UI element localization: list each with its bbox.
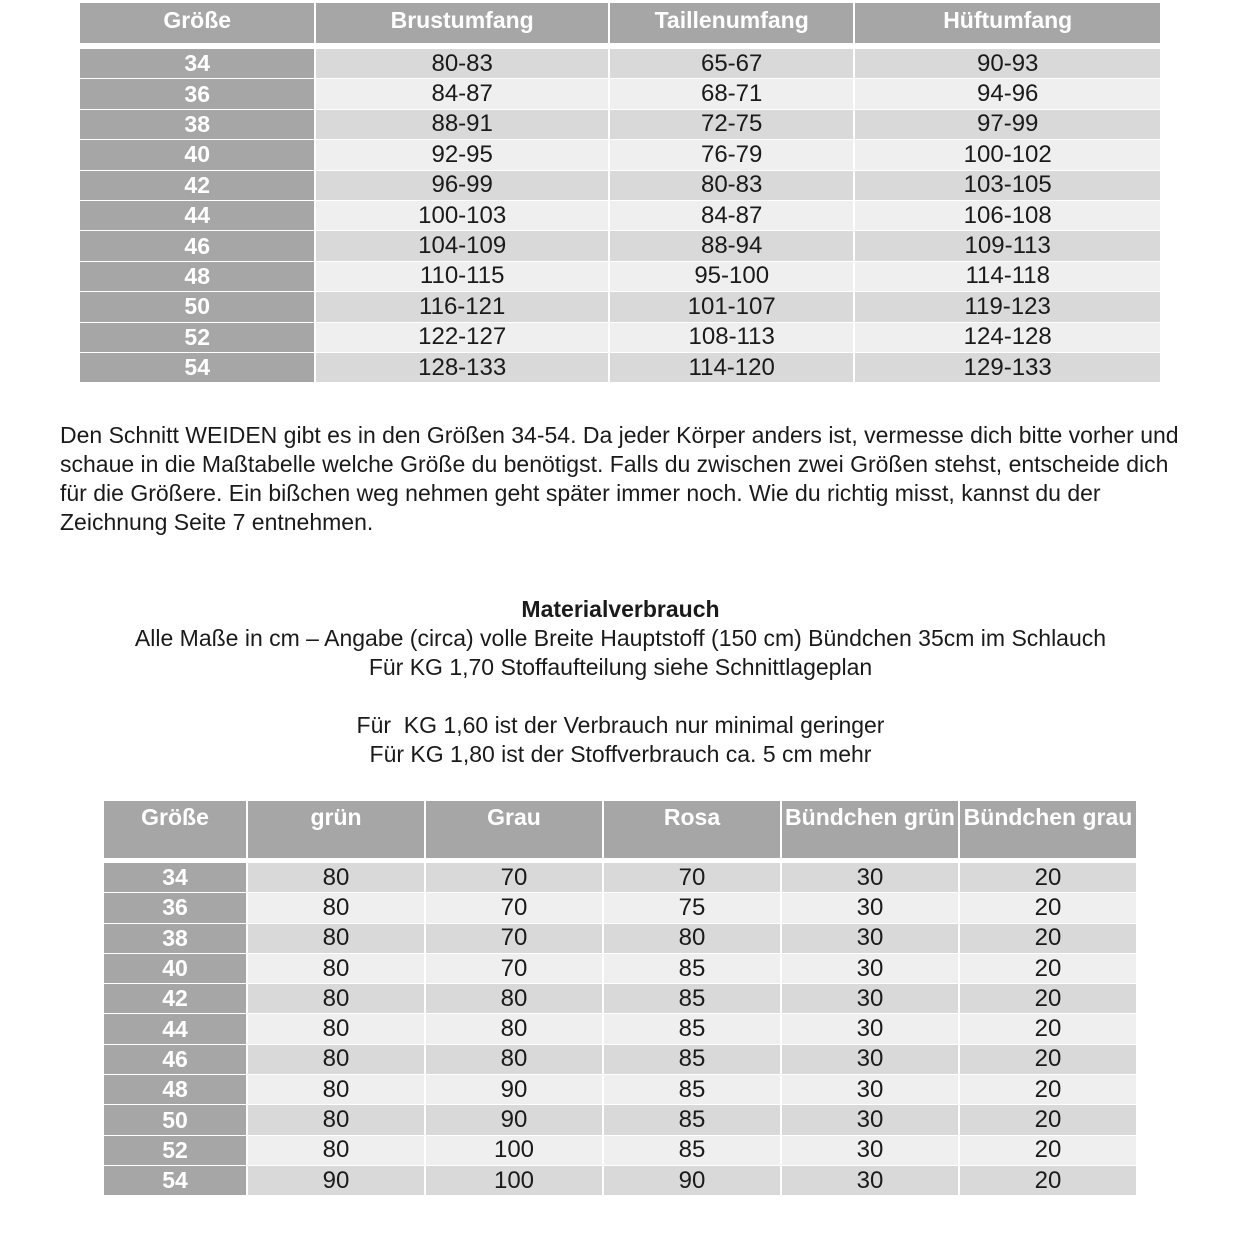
hip-cell: 103-105 (855, 171, 1160, 201)
material-note-kg170: Für KG 1,70 Stoffaufteilung siehe Schnittlageplan (368, 654, 873, 680)
cuff-grey-cell: 20 (960, 893, 1136, 923)
chest-cell: 100-103 (316, 201, 608, 231)
pink-cell: 85 (604, 1136, 780, 1166)
grey-cell: 80 (426, 1014, 602, 1044)
hip-cell: 100-102 (855, 140, 1160, 170)
pink-cell: 85 (604, 1075, 780, 1105)
size-cell: 54 (80, 353, 314, 383)
table-row (104, 1166, 1136, 1196)
cuff-green-cell: 30 (782, 924, 958, 954)
table-row (104, 863, 1136, 893)
size-cell: 40 (104, 954, 246, 984)
header-size: Größe (104, 801, 246, 863)
green-cell: 80 (248, 1105, 424, 1135)
grey-cell: 80 (426, 984, 602, 1014)
chest-cell: 122-127 (316, 323, 608, 353)
green-cell: 80 (248, 1014, 424, 1044)
pink-cell: 85 (604, 984, 780, 1014)
header-cuff-grey: Bündchen grau (960, 801, 1136, 863)
size-cell: 52 (104, 1136, 246, 1166)
cuff-green-cell: 30 (782, 1014, 958, 1044)
cuff-green-cell: 30 (782, 954, 958, 984)
waist-cell: 65-67 (610, 49, 853, 79)
hip-cell: 109-113 (855, 231, 1160, 261)
table-row (104, 1014, 1136, 1044)
grey-cell: 70 (426, 863, 602, 893)
table-row (104, 1105, 1136, 1135)
size-cell: 38 (104, 924, 246, 954)
table-row (80, 110, 1160, 140)
cuff-green-cell: 30 (782, 1166, 958, 1196)
table-row (80, 231, 1160, 261)
size-cell: 48 (104, 1075, 246, 1105)
pink-cell: 85 (604, 954, 780, 984)
cuff-green-cell: 30 (782, 1045, 958, 1075)
material-header-row (104, 801, 1136, 863)
size-cell: 34 (80, 49, 314, 79)
size-cell: 34 (104, 863, 246, 893)
pink-cell: 70 (604, 863, 780, 893)
header-waist: Taillenumfang (610, 3, 853, 49)
chest-cell: 104-109 (316, 231, 608, 261)
hip-cell: 97-99 (855, 110, 1160, 140)
green-cell: 80 (248, 1075, 424, 1105)
cuff-grey-cell: 20 (960, 1136, 1136, 1166)
size-cell: 46 (80, 231, 314, 261)
hip-cell: 94-96 (855, 79, 1160, 109)
size-cell: 36 (80, 79, 314, 109)
cuff-green-cell: 30 (782, 863, 958, 893)
chest-cell: 88-91 (316, 110, 608, 140)
table-row (104, 924, 1136, 954)
waist-cell: 114-120 (610, 353, 853, 383)
grey-cell: 70 (426, 924, 602, 954)
material-title: Materialverbrauch (521, 596, 720, 622)
header-chest: Brustumfang (316, 3, 608, 49)
green-cell: 80 (248, 954, 424, 984)
size-cell: 54 (104, 1166, 246, 1196)
size-chart-header-row (80, 3, 1160, 49)
table-row (104, 1075, 1136, 1105)
table-row (80, 171, 1160, 201)
waist-cell: 108-113 (610, 323, 853, 353)
table-row (104, 1045, 1136, 1075)
size-cell: 50 (104, 1105, 246, 1135)
chest-cell: 84-87 (316, 79, 608, 109)
grey-cell: 70 (426, 954, 602, 984)
size-cell: 42 (80, 171, 314, 201)
material-section (0, 595, 1241, 769)
table-row (80, 79, 1160, 109)
header-grey: Grau (426, 801, 602, 863)
size-cell: 52 (80, 323, 314, 353)
pink-cell: 85 (604, 1014, 780, 1044)
pink-cell: 80 (604, 924, 780, 954)
size-cell: 42 (104, 984, 246, 1014)
waist-cell: 68-71 (610, 79, 853, 109)
table-row (80, 140, 1160, 170)
material-note-kg180: Für KG 1,80 ist der Stoffverbrauch ca. 5 cm mehr (369, 741, 872, 767)
green-cell: 90 (248, 1166, 424, 1196)
header-green: grün (248, 801, 424, 863)
grey-cell: 100 (426, 1136, 602, 1166)
chest-cell: 92-95 (316, 140, 608, 170)
table-row (104, 954, 1136, 984)
waist-cell: 95-100 (610, 262, 853, 292)
chest-cell: 110-115 (316, 262, 608, 292)
green-cell: 80 (248, 984, 424, 1014)
chest-cell: 128-133 (316, 353, 608, 383)
cuff-grey-cell: 20 (960, 1014, 1136, 1044)
size-cell: 38 (80, 110, 314, 140)
pink-cell: 90 (604, 1166, 780, 1196)
size-chart-body (80, 49, 1160, 383)
size-cell: 40 (80, 140, 314, 170)
cuff-grey-cell: 20 (960, 1045, 1136, 1075)
size-cell: 46 (104, 1045, 246, 1075)
table-row (80, 262, 1160, 292)
table-row (104, 984, 1136, 1014)
waist-cell: 72-75 (610, 110, 853, 140)
grey-cell: 90 (426, 1105, 602, 1135)
pink-cell: 85 (604, 1105, 780, 1135)
header-pink: Rosa (604, 801, 780, 863)
hip-cell: 90-93 (855, 49, 1160, 79)
grey-cell: 70 (426, 893, 602, 923)
size-cell: 50 (80, 292, 314, 322)
material-note-kg160: Für KG 1,60 ist der Verbrauch nur minimal geringer (356, 712, 885, 738)
table-row (80, 49, 1160, 79)
green-cell: 80 (248, 924, 424, 954)
cuff-grey-cell: 20 (960, 863, 1136, 893)
cuff-grey-cell: 20 (960, 1075, 1136, 1105)
material-usage-table (102, 801, 1138, 1196)
grey-cell: 90 (426, 1075, 602, 1105)
green-cell: 80 (248, 1045, 424, 1075)
grey-cell: 100 (426, 1166, 602, 1196)
cuff-grey-cell: 20 (960, 954, 1136, 984)
grey-cell: 80 (426, 1045, 602, 1075)
header-size: Größe (80, 3, 314, 49)
cuff-green-cell: 30 (782, 1136, 958, 1166)
cuff-grey-cell: 20 (960, 984, 1136, 1014)
header-hip: Hüftumfang (855, 3, 1160, 49)
intro-paragraph: Den Schnitt WEIDEN gibt es in den Größen 34-54. Da jeder Körper anders ist, vermesse dich bitte vorher und schaue in die Maßtabelle welche Größe du benötigst. Falls du zwischen zwei Größen stehst, entscheide dich für die Größere. Ein bißchen weg nehmen geht später immer noch. Wie du richtig misst, kannst du der Zeichnung Seite 7 entnehmen. (60, 422, 1179, 535)
green-cell: 80 (248, 863, 424, 893)
size-cell: 44 (80, 201, 314, 231)
hip-cell: 119-123 (855, 292, 1160, 322)
green-cell: 80 (248, 893, 424, 923)
size-cell: 44 (104, 1014, 246, 1044)
waist-cell: 76-79 (610, 140, 853, 170)
hip-cell: 114-118 (855, 262, 1160, 292)
green-cell: 80 (248, 1136, 424, 1166)
table-row (80, 353, 1160, 383)
size-chart-table (78, 3, 1162, 383)
size-cell: 36 (104, 893, 246, 923)
material-note-units: Alle Maße in cm – Angabe (circa) volle Breite Hauptstoff (150 cm) Bündchen 35cm im Schlauch (134, 625, 1107, 651)
size-cell: 48 (80, 262, 314, 292)
waist-cell: 80-83 (610, 171, 853, 201)
cuff-grey-cell: 20 (960, 924, 1136, 954)
table-row (80, 292, 1160, 322)
cuff-green-cell: 30 (782, 1105, 958, 1135)
chest-cell: 80-83 (316, 49, 608, 79)
hip-cell: 106-108 (855, 201, 1160, 231)
material-usage-body (104, 863, 1136, 1196)
table-row (104, 893, 1136, 923)
cuff-grey-cell: 20 (960, 1105, 1136, 1135)
cuff-grey-cell: 20 (960, 1166, 1136, 1196)
waist-cell: 84-87 (610, 201, 853, 231)
header-cuff-green: Bündchen grün (782, 801, 958, 863)
pink-cell: 85 (604, 1045, 780, 1075)
hip-cell: 129-133 (855, 353, 1160, 383)
chest-cell: 96-99 (316, 171, 608, 201)
hip-cell: 124-128 (855, 323, 1160, 353)
waist-cell: 101-107 (610, 292, 853, 322)
waist-cell: 88-94 (610, 231, 853, 261)
table-row (104, 1136, 1136, 1166)
table-row (80, 323, 1160, 353)
cuff-green-cell: 30 (782, 1075, 958, 1105)
cuff-green-cell: 30 (782, 984, 958, 1014)
chest-cell: 116-121 (316, 292, 608, 322)
pink-cell: 75 (604, 893, 780, 923)
table-row (80, 201, 1160, 231)
cuff-green-cell: 30 (782, 893, 958, 923)
